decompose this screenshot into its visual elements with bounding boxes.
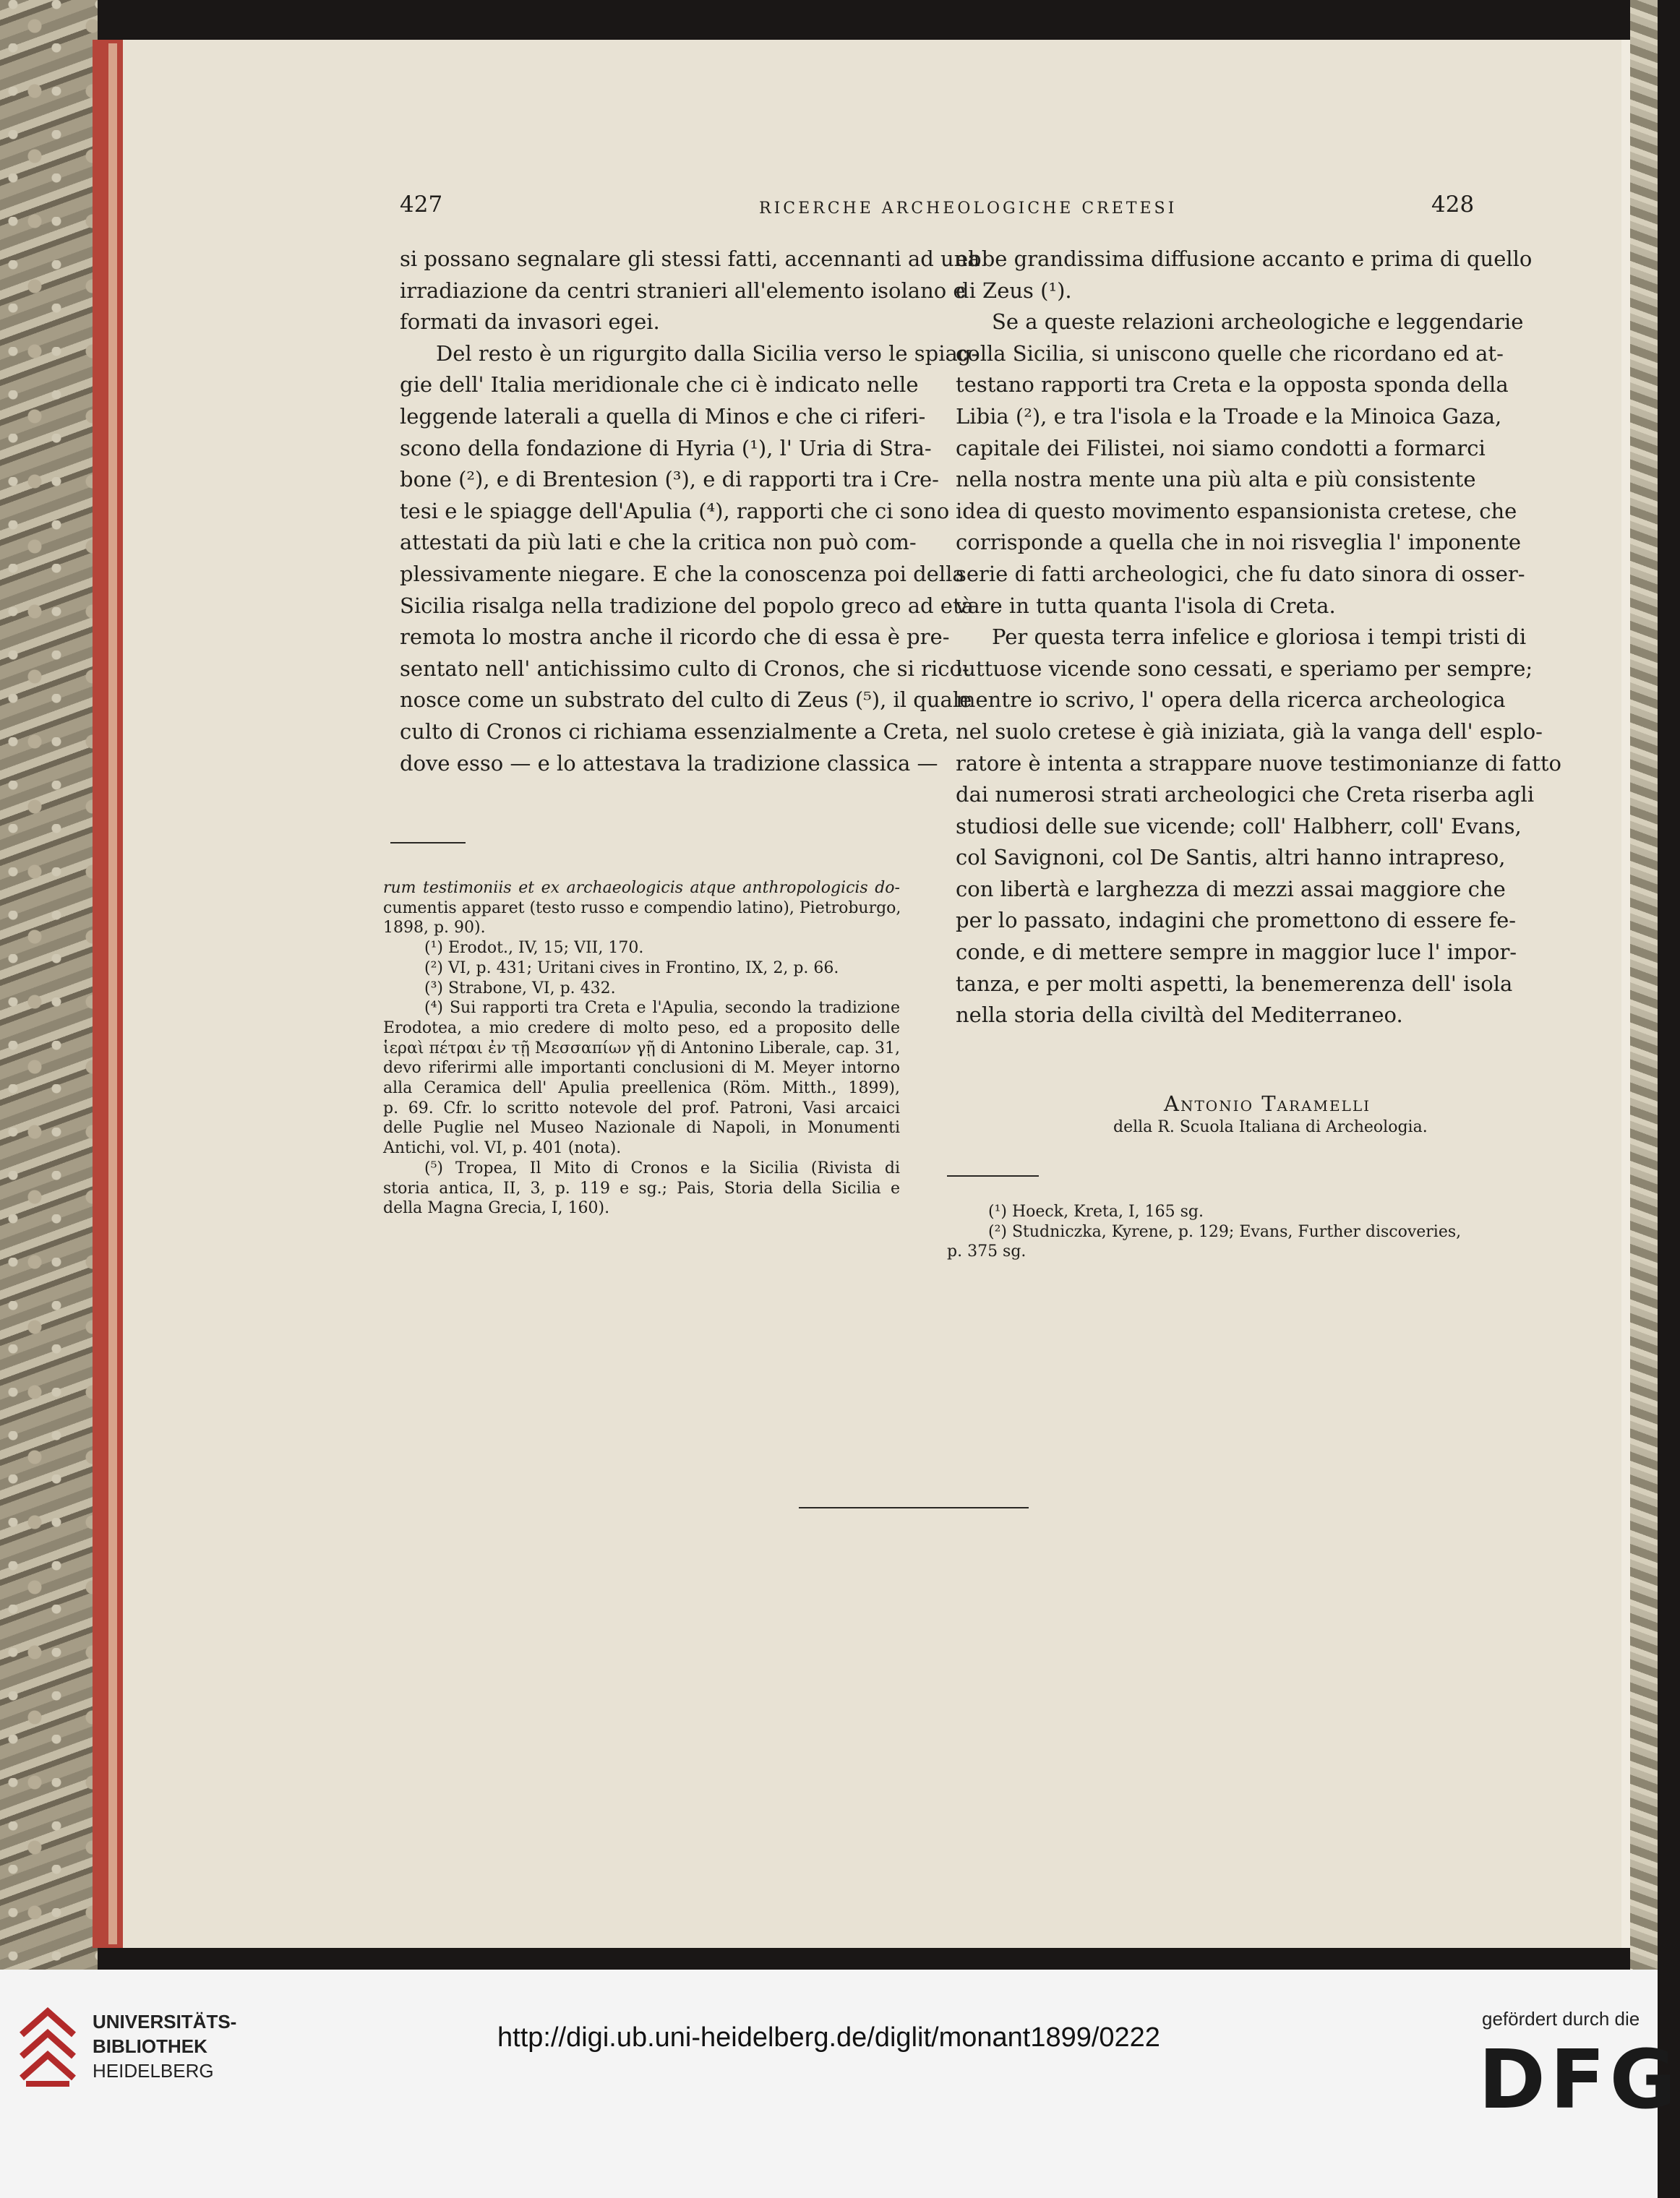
footnote-line: (¹) Hoeck, Kreta, I, 165 sg. (988, 1203, 1204, 1221)
footnote-line: delle Puglie nel Museo Nazionale di Napoli, in Monumenti (383, 1119, 900, 1138)
footnote-line: (¹) Erodot., IV, 15; VII, 170. (424, 939, 644, 958)
text-line: Per questa terra infelice e gloriosa i tempi tristi di (992, 624, 1527, 650)
viewer-footer (0, 1970, 1658, 2198)
text-line: sentato nell' antichissimo culto di Cronos, che si rico- (400, 656, 969, 681)
text-line: Se a queste relazioni archeologiche e leggendarie (992, 309, 1524, 335)
text-line: di Zeus (¹). (956, 278, 1072, 303)
text-line: colla Sicilia, si uniscono quelle che ricordano ed at- (956, 340, 1504, 366)
footnote-rule-left (390, 842, 466, 843)
text-line: irradiazione da centri stranieri all'elemento isolano e (400, 278, 966, 303)
text-line: bone (²), e di Brentesion (³), e di rapporti tra i Cre- (400, 467, 939, 492)
footnote-line: (²) VI, p. 431; Uritani cives in Frontino, IX, 2, p. 66. (424, 958, 839, 977)
text-line: col Savignoni, col De Santis, altri hanno intrapreso, (956, 845, 1506, 870)
footnote-line: Antichi, vol. VI, p. 401 (nota). (383, 1139, 622, 1158)
text-line: corrisponde a quella che in noi risveglia l' imponente (956, 530, 1522, 555)
text-line: luttuose vicende sono cessati, e speriamo per sempre; (956, 656, 1533, 681)
text-line: gie dell' Italia meridionale che ci è indicato nelle (400, 372, 919, 398)
library-name-line: HEIDELBERG (93, 2060, 214, 2082)
text-line: Del resto è un rigurgito dalla Sicilia verso le spiag- (436, 340, 979, 366)
text-line: idea di questo movimento espansionista cretese, che (956, 498, 1517, 523)
dfg-logo: DFG (1478, 2033, 1680, 2127)
text-line: nella storia della civiltà del Mediterraneo. (956, 1003, 1403, 1028)
marbled-endpaper-left (0, 0, 98, 1970)
footnote-line: rum testimoniis et ex archaeologicis atque anthropologicis do- (383, 879, 900, 897)
footnote-line: devo riferirmi alle importanti conclusioni di M. Meyer intorno (383, 1059, 900, 1078)
text-line: serie di fatti archeologici, che fu dato sinora di osser- (956, 561, 1525, 586)
university-library-logo-icon (16, 2006, 80, 2107)
footnote-line: p. 375 sg. (947, 1242, 1027, 1261)
author-institution: della R. Scuola Italiana di Archeologia. (1113, 1118, 1428, 1136)
text-line: nosce come un substrato del culto di Zeus (⁵), il quale (400, 687, 972, 713)
text-line: Sicilia risalga nella tradizione del popolo greco ad età (400, 593, 974, 618)
text-line: nella nostra mente una più alta e più consistente (956, 467, 1476, 492)
library-name-line: BIBLIOTHEK (93, 2035, 207, 2057)
text-line: si possano segnalare gli stessi fatti, accennanti ad una (400, 246, 980, 271)
funding-label: gefördert durch die (1482, 2008, 1640, 2030)
text-line: vare in tutta quanta l'isola di Creta. (956, 593, 1336, 618)
footnote-line: (⁵) Tropea, Il Mito di Cronos e la Sicilia (Rivista di (424, 1159, 900, 1177)
footnote-line: Erodotea, a mio credere di molto peso, ed a proposito delle (383, 1018, 900, 1037)
running-title: RICERCHE ARCHEOLOGICHE CRETESI (759, 199, 1178, 218)
text-line: conde, e di mettere sempre in maggior luce l' impor- (956, 940, 1517, 965)
text-line: leggende laterali a quella di Minos e che ci riferi- (400, 403, 926, 429)
text-line: tesi e le spiagge dell'Apulia (⁴), rapporti che ci sono (400, 498, 950, 523)
text-line: remota lo mostra anche il ricordo che di essa è pre- (400, 624, 950, 650)
text-line: Libia (²), e tra l'isola e la Troade e la Minoica Gaza, (956, 403, 1502, 429)
footnote-line: (²) Studniczka, Kyrene, p. 129; Evans, Further discoveries, (988, 1222, 1462, 1241)
text-line: dove esso — e lo attestava la tradizione classica — (400, 750, 938, 776)
text-line: plessivamente niegare. E che la conoscenza poi della (400, 561, 965, 586)
red-page-edge (93, 40, 123, 1948)
text-line: attestati da più lati e che la critica non può com- (400, 530, 917, 555)
footnote-line: storia antica, II, 3, p. 119 e sg.; Pais, Storia della Sicilia e (383, 1179, 900, 1198)
marbled-endpaper-right (1630, 0, 1658, 1970)
end-of-article-rule (799, 1507, 1029, 1508)
footnote-line: cumentis apparet (testo russo e compendio latino), Pietroburgo, (383, 898, 901, 917)
text-line: con libertà e larghezza di mezzi assai maggiore che (956, 876, 1506, 901)
text-line: ratore è intenta a strappare nuove testimonianze di fatto (956, 750, 1561, 776)
left-footnotes (383, 878, 900, 1219)
text-line: mentre io scrivo, l' opera della ricerca archeologica (956, 687, 1506, 713)
page-number-left: 427 (400, 192, 443, 218)
text-line: ebbe grandissima diffusione accanto e prima di quello (956, 246, 1533, 271)
page-number-right: 428 (1431, 192, 1475, 218)
text-line: tanza, e per molti aspetti, la benemerenza dell' isola (956, 971, 1513, 996)
library-name-line: UNIVERSITÄTS- (93, 2011, 237, 2032)
text-line: formati da invasori egei. (400, 309, 660, 335)
permalink-url[interactable]: http://digi.ub.uni-heidelberg.de/diglit/monant1899/0222 (497, 2022, 1160, 2053)
right-footnotes (947, 1202, 1460, 1262)
text-line: culto di Cronos ci richiama essenzialmente a Creta, (400, 718, 949, 744)
text-line: testano rapporti tra Creta e la opposta sponda della (956, 372, 1509, 398)
footnote-line: alla Ceramica dell' Apulia preellenica (Röm. Mitth., 1899), (383, 1079, 900, 1098)
text-line: scono della fondazione di Hyria (¹), l' Uria di Stra- (400, 435, 932, 460)
author-signature: Antonio Taramelli (1164, 1091, 1371, 1116)
footnote-line: ἱεραὶ πέτραι ἐν τῇ Μεσσαπίων γῇ di Antonino Liberale, cap. 31, (383, 1039, 900, 1057)
footnote-rule-right (947, 1175, 1039, 1177)
right-column-text (956, 244, 1561, 1031)
text-line: capitale dei Filistei, noi siamo condotti a formarci (956, 435, 1486, 460)
red-page-edge-inner (108, 43, 117, 1944)
text-line: per lo passato, indagini che promettono di essere fe- (956, 908, 1517, 933)
text-line: studiosi delle sue vicende; coll' Halbherr, coll' Evans, (956, 813, 1522, 838)
text-line: dai numerosi strati archeologici che Creta riserba agli (956, 782, 1535, 807)
text-line: nel suolo cretese è già iniziata, già la vanga dell' esplo- (956, 718, 1543, 744)
footnote-line: (⁴) Sui rapporti tra Creta e l'Apulia, secondo la tradizione (424, 999, 900, 1018)
footnote-line: della Magna Grecia, I, 160). (383, 1199, 610, 1218)
footnote-line: (³) Strabone, VI, p. 432. (424, 979, 616, 997)
left-column-text (400, 244, 980, 779)
footnote-line: 1898, p. 90). (383, 919, 486, 937)
footnote-line: p. 69. Cfr. lo scritto notevole del prof. Patroni, Vasi arcaici (383, 1099, 900, 1117)
